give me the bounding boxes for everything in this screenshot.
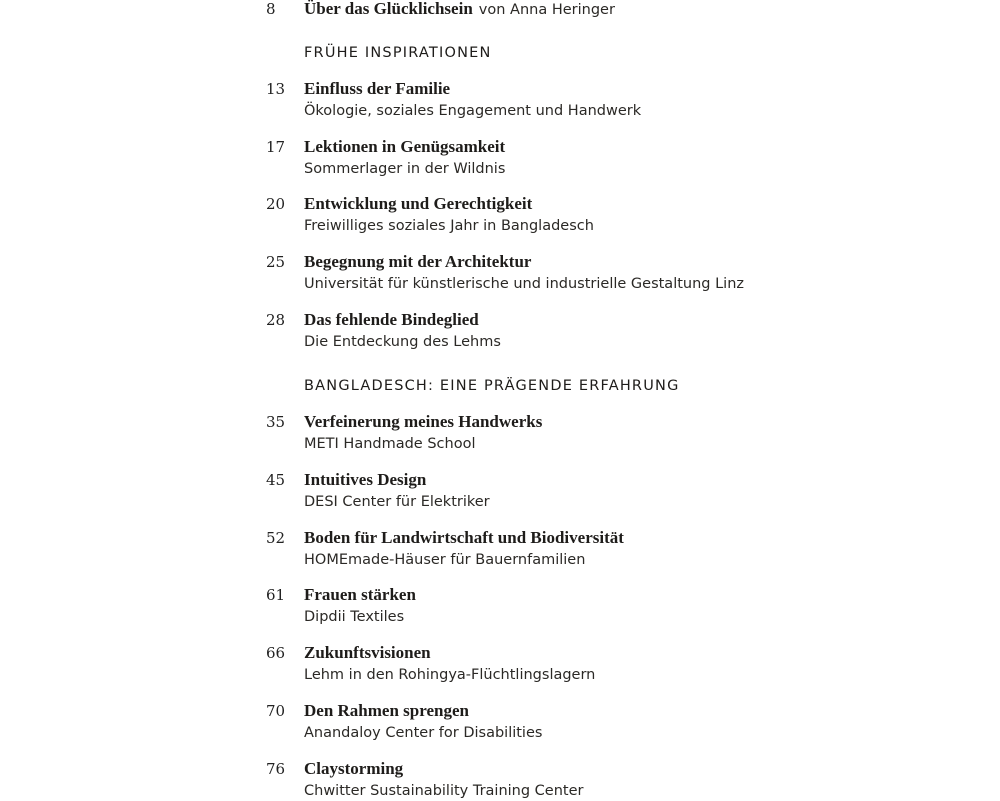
entry-subtitle: Die Entdeckung des Lehms <box>304 334 501 350</box>
entry-author: von Anna Heringer <box>478 2 615 18</box>
entry-title: Verfeinerung meines Handwerks <box>304 412 543 431</box>
entry-subtitle: Freiwilliges soziales Jahr in Bangladesch <box>304 218 594 234</box>
page-number: 28 <box>266 311 286 329</box>
entry-title: Claystorming <box>304 759 404 778</box>
entry-title: Lektionen in Genügsamkeit <box>304 137 506 156</box>
entry-title-text: Über das Glücklichsein <box>304 0 473 18</box>
entry-subtitle: Anandaloy Center for Disabilities <box>304 725 543 741</box>
page-number: 45 <box>266 471 286 489</box>
page-number: 52 <box>266 529 286 547</box>
entry-subtitle: Dipdii Textiles <box>304 609 405 625</box>
page-number: 76 <box>266 760 286 778</box>
page-number: 25 <box>266 253 286 271</box>
page-number: 13 <box>266 80 286 98</box>
entry-title: Begegnung mit der Architektur <box>304 252 532 271</box>
entry-subtitle: Ökologie, soziales Engagement und Handwerk <box>304 103 642 119</box>
entry-subtitle: Lehm in den Rohingya-Flüchtlingslagern <box>304 667 596 683</box>
page-number: 17 <box>266 138 286 156</box>
entry-subtitle: Chwitter Sustainability Training Center <box>304 783 584 799</box>
entry-title: Frauen stärken <box>304 585 416 604</box>
entry-title: Boden für Landwirtschaft und Biodiversität <box>304 528 624 547</box>
entry-subtitle: METI Handmade School <box>304 436 476 452</box>
entry-subtitle: Sommerlager in der Wildnis <box>304 161 506 177</box>
entry-subtitle: Universität für künstlerische und industrielle Gestaltung Linz <box>304 276 745 292</box>
page-number: 8 <box>266 0 276 18</box>
entry-title <box>304 0 615 20</box>
entry-title: Intuitives Design <box>304 470 427 489</box>
entry-title: Entwicklung und Gerechtigkeit <box>304 194 533 213</box>
entry-title: Das fehlende Bindeglied <box>304 310 479 329</box>
section-heading: FRÜHE INSPIRATIONEN <box>304 45 492 61</box>
entry-title: Einfluss der Familie <box>304 79 451 98</box>
page-number: 70 <box>266 702 286 720</box>
page-number: 35 <box>266 413 286 431</box>
entry-title: Zukunftsvisionen <box>304 643 431 662</box>
section-heading: BANGLADESCH: EINE PRÄGENDE ERFAHRUNG <box>304 378 680 394</box>
page-number: 61 <box>266 586 286 604</box>
page-number: 66 <box>266 644 286 662</box>
page-number: 20 <box>266 195 286 213</box>
entry-subtitle: HOMEmade-Häuser für Bauernfamilien <box>304 552 586 568</box>
entry-title: Den Rahmen sprengen <box>304 701 469 720</box>
entry-subtitle: DESI Center für Elektriker <box>304 494 490 510</box>
